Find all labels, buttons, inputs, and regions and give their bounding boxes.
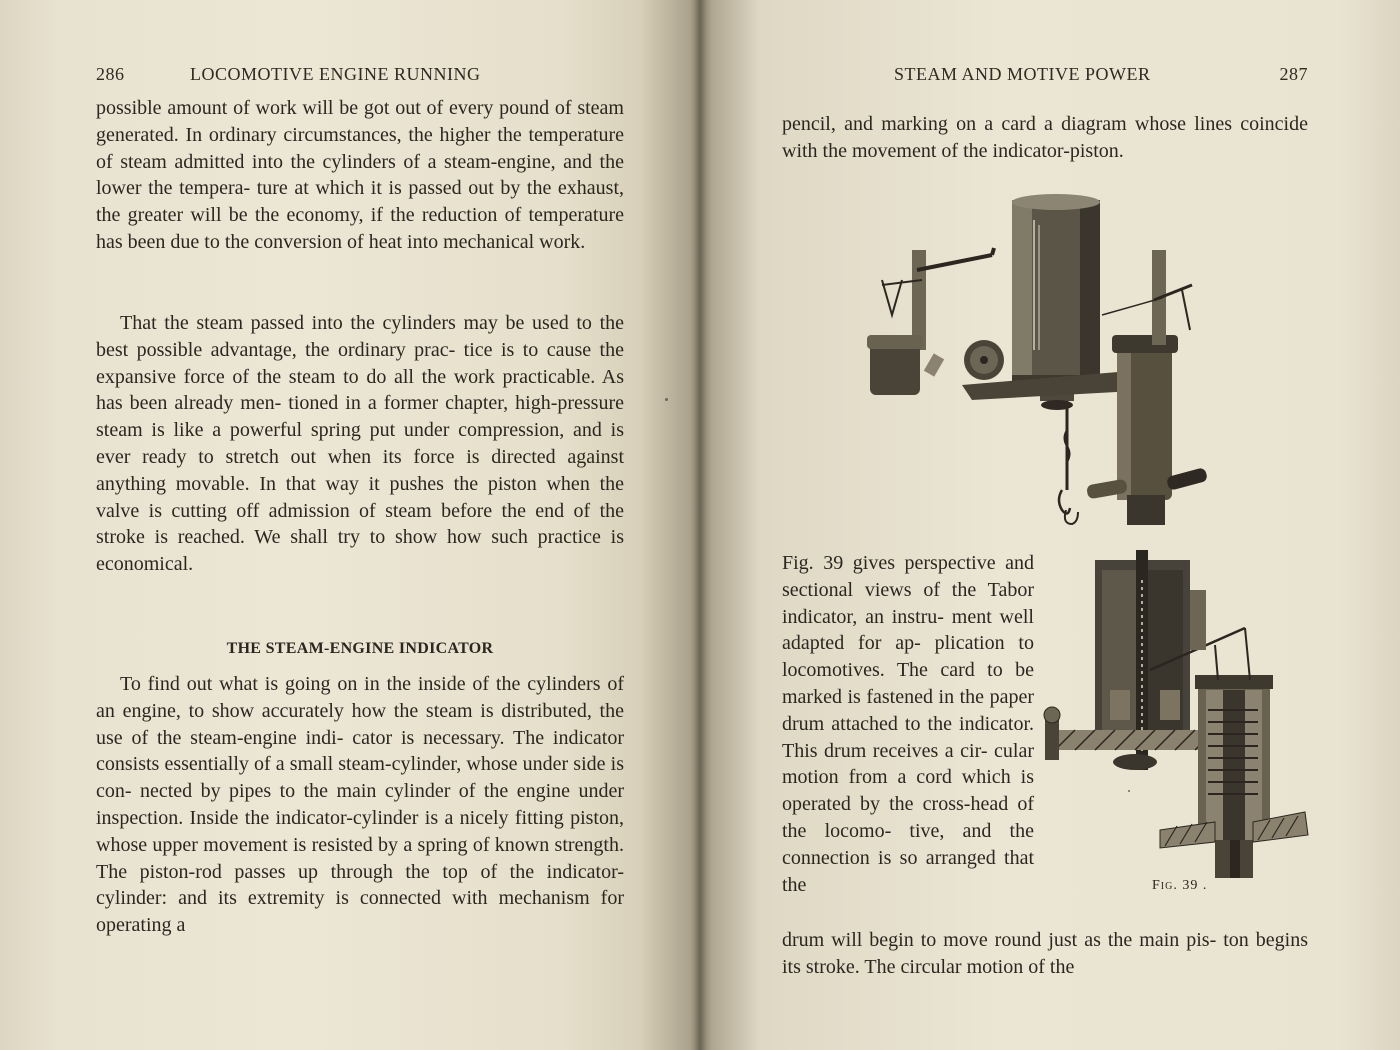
right-bottom-paragraph: drum will begin to move round just as the main pis- ton begins its stroke. The circular motion of the bbox=[782, 929, 1308, 978]
indicator-perspective-illustration bbox=[862, 190, 1232, 540]
figure-caption: Fig. 39 . bbox=[1152, 878, 1208, 893]
left-paragraph-3: To find out what is going on in the inside of the cylinders of an engine, to show accurately how the steam is distributed, the use of the steam-engine indi- cator is necessary. The indicator consists essentially of a small steam-cylinder, whose under side is con- nected by pipes to the main cylinder of the engine under inspection. Inside the indicator-cylinder is a nicely fitting piston, whose upper movement is resisted by a spring of known strength. The piston-rod passes up through the top of the indicator-cylinder: and its extremity is connected with mechanism for operating a bbox=[96, 673, 624, 937]
left-paragraph-2: That the steam passed into the cylinders may be used to the best possible advantage, the ordinary prac- tice is to cause the expansive force of the steam to do all the work practicable. As has been already men- tioned in a former chapter, high-pressure steam is like a powerful spring put under compression, and is ever ready to stretch out when its force is directed against anything movable. In that way it pushes the piston when the valve is cutting off admission of steam before the end of the stroke is reached. We shall try to show how such practice is economical. bbox=[96, 312, 624, 576]
right-paragraph-1: pencil, and marking on a card a diagram whose lines coincide with the movement of the indicator-piston. bbox=[782, 113, 1308, 162]
right-page-number: 287 bbox=[1279, 64, 1308, 84]
paper-speck bbox=[1128, 790, 1130, 792]
right-running-head bbox=[782, 64, 1308, 88]
right-side-paragraph: Fig. 39 gives perspective and sectional views of the Tabor indicator, an instru- ment well adapted for ap- plication to locomotives. The card to be marked is fastened in the paper drum attached to the indicator. This drum receives a cir- cular motion from a cord which is operated by the cross-head of the locomo- tive, and the connection is so arranged that the bbox=[782, 552, 1034, 896]
indicator-section-illustration bbox=[1040, 550, 1310, 880]
book-gutter bbox=[640, 0, 760, 1050]
left-running-title: LOCOMOTIVE ENGINE RUNNING bbox=[190, 64, 481, 84]
section-heading: THE STEAM-ENGINE INDICATOR bbox=[226, 640, 494, 657]
right-page bbox=[782, 0, 1308, 1050]
paper-speck bbox=[665, 398, 668, 401]
left-page bbox=[96, 0, 624, 1050]
left-page-number: 286 bbox=[96, 64, 125, 84]
left-paragraph-1: possible amount of work will be got out of every pound of steam generated. In ordinary circumstances, the higher the temperature of steam admitted into the cylinders of a steam-engine, and the lower the tempera- ture at which it is passed out by the exhaust, the greater will be the economy, if the reduction of temperature has been due to the conversion of heat into mechanical work. bbox=[96, 97, 624, 253]
right-running-title: STEAM AND MOTIVE POWER bbox=[894, 64, 1151, 84]
left-running-head bbox=[96, 64, 624, 88]
